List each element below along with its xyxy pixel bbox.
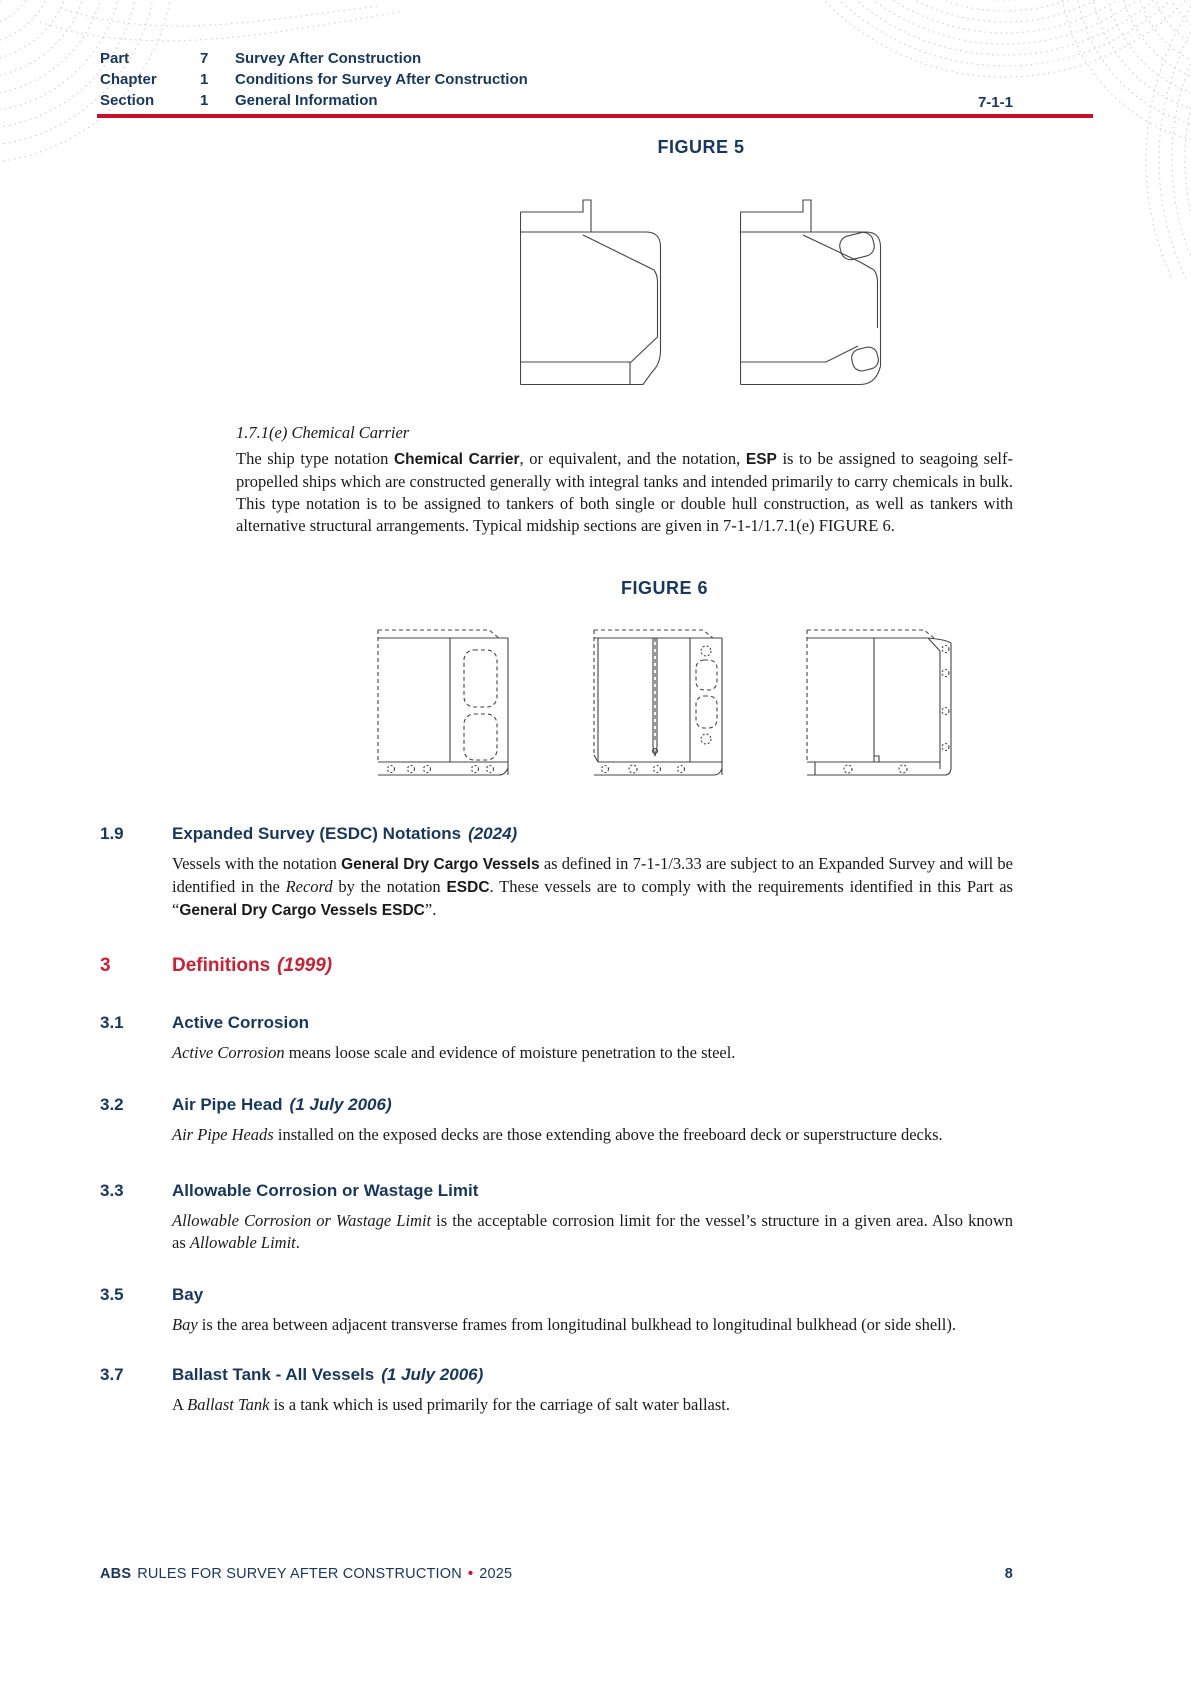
- section-title: Definitions (1999): [172, 955, 333, 976]
- section-number: 3: [100, 955, 111, 976]
- section-3-1: [100, 1012, 1013, 1064]
- section-title: Active Corrosion: [172, 1013, 309, 1032]
- header-row-part: [100, 48, 1013, 69]
- tanker-section-drawing-1: [377, 629, 509, 777]
- section-number: 3.3: [100, 1181, 124, 1200]
- chapter-label: Chapter: [100, 71, 157, 88]
- section-date: (1999): [277, 955, 333, 976]
- section-number: 3.7: [100, 1365, 124, 1384]
- section-paragraph: Allowable Corrosion or Wastage Limit is the acceptable corrosion limit for the vessel’s structure in a given area. Also known as Allowable Limit.: [172, 1211, 1014, 1252]
- section-title: Bay: [172, 1285, 204, 1304]
- chapter-number: 1: [200, 71, 209, 88]
- section-1-9: [100, 823, 1013, 922]
- section-title: Expanded Survey (ESDC) Notations (2024): [172, 824, 518, 843]
- section-date: (2024): [468, 824, 518, 843]
- section-date: (1 July 2006): [381, 1365, 484, 1384]
- page-footer: [100, 1566, 1013, 1582]
- part-number: 7: [200, 50, 209, 67]
- midship-section-drawing-2: [740, 198, 882, 386]
- figure-5: [520, 136, 882, 386]
- footer-brand: ABS: [100, 1566, 132, 1582]
- section-3-5: [100, 1284, 1013, 1336]
- footer-text: RULES FOR SURVEY AFTER CONSTRUCTION: [137, 1566, 462, 1582]
- header-row-chapter: [100, 69, 1013, 90]
- figure-5-title: FIGURE 5: [657, 137, 745, 157]
- section-date: (1 July 2006): [289, 1095, 392, 1114]
- section-title: Ballast Tank - All Vessels (1 July 2006): [172, 1365, 484, 1384]
- section-title: Air Pipe Head (1 July 2006): [172, 1095, 392, 1114]
- figure-6: [377, 577, 952, 777]
- section-heading: [100, 1180, 1013, 1202]
- figure-5-drawings: [520, 198, 882, 386]
- section-heading: [100, 823, 1013, 845]
- section-3-2: [100, 1094, 1013, 1146]
- chemical-carrier-paragraph: The ship type notation Chemical Carrier, or equivalent, and the notation, ESP is to be assigned to seagoing self-propelled ships which are constructed generally with integral tanks and intended primarily to carry chemicals in bulk. This type notation is to be assigned to tankers of both single or double hull construction, as well as tankers with alternative structural arrangements. Typical midship sections are given in 7-1-1/1.7.1(e) FIGURE 6.: [236, 449, 1013, 535]
- section-number: 1: [200, 92, 209, 109]
- section-ref-code: 7-1-1: [977, 94, 1013, 111]
- section-paragraph: Active Corrosion means loose scale and evidence of moisture penetration to the steel.: [172, 1043, 736, 1062]
- section-heading: [100, 1284, 1013, 1306]
- section-heading: [100, 1012, 1013, 1034]
- footer-separator-bullet: •: [467, 1566, 474, 1582]
- figure-6-drawings: [377, 629, 952, 777]
- section-number: 3.2: [100, 1095, 124, 1114]
- footer-year: 2025: [479, 1566, 513, 1582]
- section-title: General Information: [235, 92, 378, 109]
- section-paragraph: Vessels with the notation General Dry Cargo Vessels as defined in 7-1-1/3.33 are subject to an Expanded Survey and will be identified in the Record by the notation ESDC. These vessels are to comply with the requirements identified in this Part as “General Dry Cargo Vessels ESDC”.: [172, 854, 1013, 919]
- section-paragraph: Bay is the area between adjacent transverse frames from longitudinal bulkhead to longitudinal bulkhead (or side shell).: [172, 1315, 956, 1334]
- section-heading: [100, 1094, 1013, 1116]
- chapter-title: Conditions for Survey After Construction: [235, 71, 528, 88]
- section-paragraph: A Ballast Tank is a tank which is used primarily for the carriage of salt water ballast.: [172, 1395, 730, 1414]
- part-title: Survey After Construction: [235, 50, 422, 67]
- section-paragraph: Air Pipe Heads installed on the exposed decks are those extending above the freeboard deck or superstructure decks.: [172, 1125, 943, 1144]
- header: [100, 48, 1013, 111]
- tanker-section-drawing-3: [806, 629, 952, 777]
- section-heading: [100, 954, 1013, 978]
- section-3-3: [100, 1180, 1013, 1254]
- page-content: [100, 136, 1013, 1416]
- header-rule: [97, 114, 1093, 118]
- figure-6-title: FIGURE 6: [620, 578, 708, 598]
- chemical-carrier-block: [236, 422, 1013, 537]
- section-label: Section: [100, 92, 155, 109]
- section-3-definitions: [100, 954, 1013, 978]
- header-row-section: [100, 90, 1013, 111]
- tanker-section-drawing-2: [593, 629, 723, 777]
- chemical-carrier-heading: 1.7.1(e) Chemical Carrier: [236, 423, 410, 442]
- section-3-7: [100, 1364, 1013, 1416]
- section-heading: [100, 1364, 1013, 1386]
- section-number: 3.1: [100, 1013, 124, 1032]
- part-label: Part: [100, 50, 130, 67]
- page-number: 8: [1004, 1566, 1013, 1582]
- section-number: 1.9: [100, 824, 124, 843]
- footer-rule-title: [100, 1566, 512, 1582]
- section-title: Allowable Corrosion or Wastage Limit: [172, 1181, 479, 1200]
- section-number: 3.5: [100, 1285, 124, 1304]
- midship-section-drawing-1: [520, 198, 662, 386]
